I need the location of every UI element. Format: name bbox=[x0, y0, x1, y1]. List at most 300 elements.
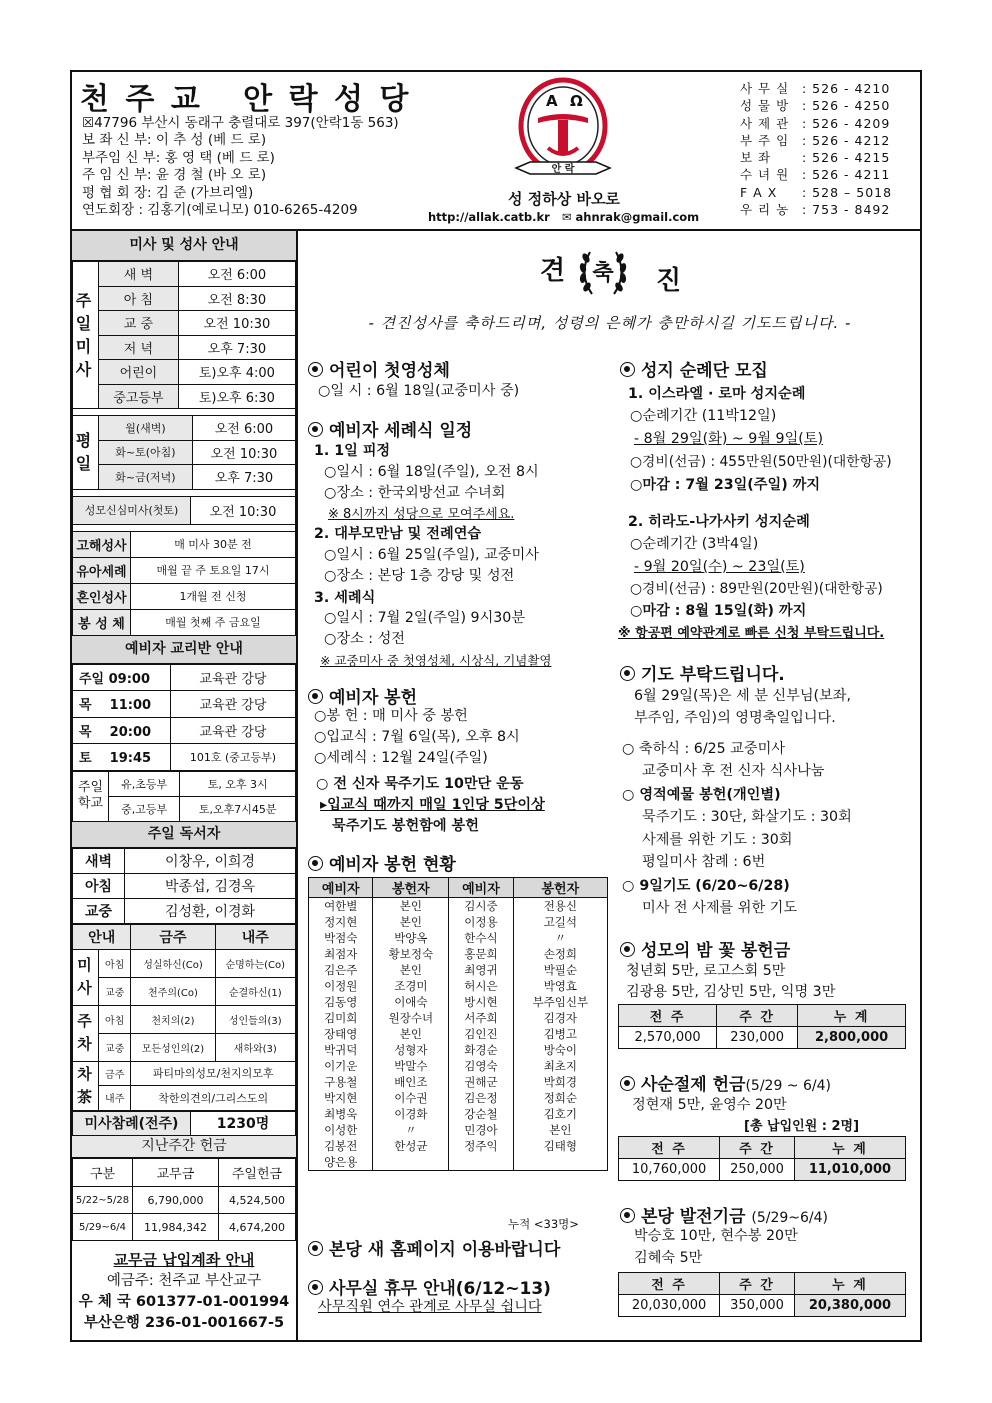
offer-cell: 홍문희 bbox=[449, 946, 513, 962]
money-total: 2,800,000 bbox=[798, 1027, 906, 1049]
payer-count: [총 납입인원 : 2명] bbox=[744, 1119, 860, 1134]
bullet-icon bbox=[308, 856, 323, 871]
bullet-icon bbox=[620, 1208, 635, 1223]
mass-time: 오후 7:30 bbox=[178, 335, 295, 360]
bullet-icon bbox=[620, 362, 635, 377]
offer-cell: 본인 bbox=[373, 914, 449, 930]
offer-cell: 본인 bbox=[373, 898, 449, 915]
class-time: 목 20:00 bbox=[73, 717, 171, 744]
mass-schedule-title: 미사 및 성사 안내 bbox=[72, 231, 296, 261]
money-value: 10,760,000 bbox=[619, 1159, 720, 1181]
text-line: ○장소 : 한국외방선교 수녀회 bbox=[324, 485, 506, 501]
reader-names: 이창우, 이희경 bbox=[125, 848, 296, 873]
phone-row: F A X : 528 – 5018 bbox=[740, 184, 893, 200]
offer-cell: 조경미 bbox=[373, 978, 449, 994]
offer-cell: 정지현 bbox=[324, 915, 358, 929]
money-head: 주 간 bbox=[717, 1005, 798, 1027]
offer-cell: 이성한 bbox=[324, 1123, 358, 1137]
staff-line: 평 협 회 장: 김 준 (가브리엘) bbox=[82, 184, 254, 201]
text-line: 사무직원 연수 관계로 사무실 쉽니다 bbox=[318, 1299, 542, 1315]
offer-cell: 성형자 bbox=[373, 1042, 449, 1058]
hymn-next-week: 순명하는(Co) bbox=[215, 949, 295, 977]
banner-char: 축 bbox=[592, 261, 614, 286]
collection-period: 5/22~5/28 bbox=[73, 1187, 133, 1214]
hymn-this-week: 천치의(2) bbox=[131, 1005, 215, 1033]
account-line: 예금주: 천주교 부산교구 bbox=[106, 1273, 262, 1289]
address: ☒47796 부산시 동래구 충렬대로 397(안락1동 563) bbox=[82, 115, 399, 131]
hymn-mass-label: 미사 bbox=[73, 949, 99, 1005]
offer-cell: 정주익 bbox=[449, 1138, 513, 1154]
mass-name: 성모신심미사(첫토) bbox=[73, 496, 191, 524]
sacrament-info: 매월 끝 주 토요일 17시 bbox=[131, 557, 296, 583]
sunday-mass-table bbox=[72, 261, 296, 409]
hymn-next-week: 새하와(3) bbox=[215, 1033, 295, 1061]
account-line: 부산은행 236-01-001667-5 bbox=[83, 1315, 285, 1331]
text-line: ○순례기간 (11박12일) bbox=[630, 408, 777, 424]
offering-count: 누적 <33명> bbox=[508, 1217, 579, 1231]
may-flowers-table bbox=[618, 1004, 906, 1049]
table-row bbox=[309, 1090, 608, 1106]
text-line: ○장소 : 성전 bbox=[324, 631, 405, 647]
sacraments-table bbox=[72, 531, 296, 636]
mass-name: 아 침 bbox=[99, 286, 179, 311]
collection-head: 주일헌금 bbox=[218, 1159, 295, 1187]
offer-cell: 김인진 bbox=[449, 1026, 513, 1042]
offer-cell: 박필순 bbox=[513, 962, 607, 978]
offer-cell: 박양옥 bbox=[373, 930, 449, 946]
attendance-label: 미사참례(전주) bbox=[73, 1111, 191, 1136]
section-baptism-schedule: 예비자 세례식 일정 bbox=[308, 416, 472, 441]
hymn-mass: 교중 bbox=[99, 977, 131, 1005]
money-head: 누 계 bbox=[794, 1137, 905, 1159]
money-head: 누 계 bbox=[798, 1005, 906, 1027]
phone-row: 성 물 방 : 526 - 4250 bbox=[740, 98, 891, 114]
readers-table bbox=[72, 848, 296, 924]
offer-cell: 김시중 bbox=[449, 898, 513, 915]
phone-row: 우 리 농 : 753 - 8492 bbox=[740, 202, 891, 218]
offer-cell: 〃 bbox=[373, 1122, 449, 1138]
class-place: 교육관 강당 bbox=[171, 717, 296, 744]
offer-cell: 박지현 bbox=[324, 1091, 358, 1105]
school-time: 토, 오후 3시 bbox=[180, 771, 296, 796]
readers-title: 주일 독서자 bbox=[72, 822, 296, 848]
collection-amount: 11,984,342 bbox=[133, 1214, 219, 1241]
development-fund-table bbox=[618, 1272, 906, 1317]
sacrament-name: 유아세례 bbox=[73, 557, 131, 583]
offer-cell: 서주희 bbox=[449, 1010, 513, 1026]
hymn-next-week: 순결하신(1) bbox=[215, 977, 295, 1005]
offer-cell: 황보정숙 bbox=[373, 946, 449, 962]
phone-row: 수 녀 원 : 526 - 4211 bbox=[740, 167, 891, 183]
offer-cell bbox=[513, 1154, 607, 1171]
offer-cell: 배인조 bbox=[373, 1074, 449, 1090]
offer-rows bbox=[309, 898, 608, 1171]
money-total: 11,010,000 bbox=[794, 1159, 905, 1181]
text-line: 미사 전 사제를 위한 기도 bbox=[642, 900, 798, 916]
bullet-icon bbox=[308, 689, 323, 704]
offer-cell: 김은정 bbox=[449, 1090, 513, 1106]
table-row bbox=[309, 1058, 608, 1074]
offer-cell: 전용신 bbox=[513, 898, 607, 915]
attendance-table bbox=[72, 1111, 296, 1137]
bullet-icon bbox=[620, 1076, 635, 1091]
hymn-this-week: 모든성인의(2) bbox=[131, 1033, 215, 1061]
left-sidebar bbox=[72, 231, 296, 1334]
text-line: 6월 29일(목)은 세 분 신부님(보좌, bbox=[634, 688, 851, 704]
sacrament-name: 봉 성 체 bbox=[73, 609, 131, 635]
note-line: ※ 8시까지 성당으로 모여주세요. bbox=[328, 507, 515, 522]
money-head: 주 간 bbox=[720, 1273, 795, 1295]
subheading: 3. 세례식 bbox=[314, 590, 376, 606]
section-catechumen-offering: 예비자 봉헌 bbox=[308, 683, 417, 708]
offer-cell: 김미희 bbox=[324, 1011, 358, 1025]
mass-time: 토)오후 4:00 bbox=[178, 360, 295, 385]
text-line: - 8월 29일(화) ~ 9월 9일(토) bbox=[634, 431, 824, 447]
text-line: ○세례식 : 12월 24일(주일) bbox=[314, 750, 488, 766]
text-line: ▸입교식 때까지 매일 1인당 5단이상 bbox=[320, 797, 545, 813]
laurel-wreath-icon bbox=[574, 244, 632, 302]
bullet-icon bbox=[308, 1241, 323, 1256]
bullet-icon bbox=[308, 1280, 323, 1295]
subheading: 2. 대부모만남 및 전례연습 bbox=[314, 526, 482, 542]
header-info bbox=[82, 115, 399, 219]
offer-cell: 권해군 bbox=[449, 1074, 513, 1090]
sacrament-name: 고해성사 bbox=[73, 531, 131, 557]
catechism-title: 예비자 교리반 안내 bbox=[72, 636, 296, 664]
sunday-label: 주일미사 bbox=[73, 262, 99, 409]
reader-names: 김성환, 이경화 bbox=[125, 898, 296, 923]
text-line: ○ 전 신자 묵주기도 10만단 운동 bbox=[316, 776, 524, 792]
offer-cell: 강순철 bbox=[449, 1106, 513, 1122]
money-value: 230,000 bbox=[717, 1027, 798, 1049]
section-pilgrimage: 성지 순례단 모집 bbox=[620, 356, 768, 381]
text-line: 교중미사 후 전 신자 식사나눔 bbox=[642, 763, 825, 779]
note-line: ※ 항공편 예약관계로 빠른 신청 부탁드립니다. bbox=[618, 626, 885, 641]
section-first-communion: 어린이 첫영성체 bbox=[308, 356, 450, 381]
text-line: ○순례기간 (3박4일) bbox=[630, 536, 759, 552]
offer-cell: 본인 bbox=[373, 1026, 449, 1042]
catechism-table bbox=[72, 664, 296, 771]
table-row bbox=[309, 1074, 608, 1090]
offer-cell: 김병고 bbox=[513, 1026, 607, 1042]
sacrament-info: 1개월 전 신청 bbox=[131, 583, 296, 609]
offering-status-table bbox=[308, 877, 608, 1171]
text-line: ○마감 : 8월 15일(화) 까지 bbox=[630, 603, 807, 619]
offer-cell: 정희순 bbox=[513, 1090, 607, 1106]
staff-line: 부주임 신 부: 홍 영 택 (베 드 로) bbox=[82, 149, 275, 166]
text-line: ○ 축하식 : 6/25 교중미사 bbox=[622, 741, 785, 757]
table-row bbox=[309, 1122, 608, 1138]
subheading: 1. 이스라엘 · 로마 성지순례 bbox=[628, 386, 806, 402]
staff-line: 보 좌 신 부: 이 추 성 (베 드 로) bbox=[82, 132, 267, 149]
money-value: 2,570,000 bbox=[619, 1027, 717, 1049]
offer-cell: 최점자 bbox=[324, 947, 358, 961]
table-row bbox=[309, 1026, 608, 1042]
class-time: 토 19:45 bbox=[73, 744, 171, 771]
mass-name: 화~토(아침) bbox=[99, 440, 193, 465]
hymn-jucha-label: 주차 bbox=[73, 1005, 99, 1061]
weekday-label: 평일 bbox=[73, 416, 99, 490]
table-row bbox=[309, 914, 608, 930]
offer-cell: 고길석 bbox=[513, 914, 607, 930]
mass-name: 어린이 bbox=[99, 360, 179, 385]
hymn-head: 내주 bbox=[215, 924, 295, 949]
hymn-mass: 아침 bbox=[99, 1005, 131, 1033]
offer-cell: 방시현 bbox=[449, 994, 513, 1010]
hymn-mass: 아침 bbox=[99, 949, 131, 977]
phone-directory bbox=[740, 80, 892, 218]
offer-cell: 이정용 bbox=[449, 914, 513, 930]
hymn-mass: 교중 bbox=[99, 1033, 131, 1061]
period: (5/29~6/4) bbox=[751, 1210, 828, 1226]
class-time: 주일 09:00 bbox=[73, 664, 171, 691]
school-label: 주일학교 bbox=[73, 771, 109, 821]
offer-cell: 김봉전 bbox=[324, 1139, 358, 1153]
offer-cell: 방숙이 bbox=[513, 1042, 607, 1058]
accounts bbox=[72, 1271, 296, 1334]
school-group: 유,초등부 bbox=[109, 771, 180, 796]
parish-title: 천 주 교 안 락 성 당 bbox=[80, 82, 412, 117]
text-line: ○입교식 : 7월 6일(목), 오후 8시 bbox=[314, 729, 520, 745]
sacrament-name: 혼인성사 bbox=[73, 583, 131, 609]
contact-links bbox=[428, 210, 699, 224]
offer-cell: 부주임신부 bbox=[513, 994, 607, 1010]
money-head: 전 주 bbox=[619, 1005, 717, 1027]
text-line: ○일시 : 6월 25일(주일), 교중미사 bbox=[324, 547, 539, 563]
money-value: 20,030,000 bbox=[619, 1295, 720, 1317]
text-line: ○마감 : 7월 23일(주일) 까지 bbox=[630, 477, 821, 493]
bullet-icon bbox=[620, 942, 635, 957]
text-line: 정현재 5만, 윤영수 20만 bbox=[632, 1097, 787, 1113]
offer-cell bbox=[449, 1154, 513, 1171]
offer-head: 봉헌자 bbox=[373, 878, 449, 898]
mass-name: 화~금(저녁) bbox=[99, 465, 193, 490]
logo-banner: 안 락 bbox=[551, 164, 575, 175]
class-place: 교육관 강당 bbox=[171, 691, 296, 718]
section-development-fund: 본당 발전기금 (5/29~6/4) bbox=[620, 1202, 828, 1227]
column-divider bbox=[296, 229, 298, 1342]
attendance-value: 1230명 bbox=[191, 1111, 296, 1136]
logo-letter: A bbox=[546, 92, 558, 110]
offer-cell: 이경화 bbox=[373, 1106, 449, 1122]
staff-line: 연도회장 : 김홍기(예로니모) 010-6265-4209 bbox=[82, 202, 358, 219]
section-offering-status: 예비자 봉헌 현황 bbox=[308, 850, 456, 875]
offer-head: 봉헌자 bbox=[513, 878, 607, 898]
website-link[interactable]: http://allak.catb.kr bbox=[428, 210, 550, 224]
collection-amount: 4,674,200 bbox=[218, 1214, 295, 1241]
collection-title: 지난주간 헌금 bbox=[72, 1136, 296, 1158]
bullet-icon bbox=[308, 422, 323, 437]
account-line: 우 체 국 601377-01-001994 bbox=[78, 1294, 290, 1310]
money-head: 주 간 bbox=[720, 1137, 795, 1159]
mass-time: 오후 7:30 bbox=[192, 465, 295, 490]
text-line: ○일시 : 6월 18일(주일), 오전 8시 bbox=[324, 464, 539, 480]
offer-cell: 최영귀 bbox=[449, 962, 513, 978]
mass-time: 토)오후 6:30 bbox=[178, 384, 295, 409]
hymn-this-week: 성실하신(Co) bbox=[131, 949, 215, 977]
hymn-next-week: 성인들의(3) bbox=[215, 1005, 295, 1033]
mass-time: 오전 8:30 bbox=[178, 286, 295, 311]
offer-cell: 장태영 bbox=[324, 1027, 358, 1041]
mass-name: 새 벽 bbox=[99, 262, 179, 287]
sacrament-info: 매월 첫째 주 금요일 bbox=[131, 609, 296, 635]
mass-name: 월(새벽) bbox=[99, 416, 193, 441]
bullet-icon bbox=[620, 666, 635, 681]
tea-week: 금주 bbox=[99, 1061, 131, 1086]
mass-name: 교 중 bbox=[99, 311, 179, 336]
offer-cell: 원장수녀 bbox=[373, 1010, 449, 1026]
class-place: 101호 (중고등부) bbox=[171, 744, 296, 771]
hymn-head: 금주 bbox=[131, 924, 215, 949]
money-value: 250,000 bbox=[720, 1159, 795, 1181]
text-line: 청년회 5만, 로고스회 5만 bbox=[626, 963, 786, 979]
collection-head: 교무금 bbox=[133, 1159, 219, 1187]
mass-time: 오전 10:30 bbox=[191, 496, 296, 524]
phone-row: 부 주 임 : 526 - 4212 bbox=[740, 132, 891, 148]
offer-cell: 박점숙 bbox=[324, 931, 358, 945]
text-line: 박승호 10만, 현수봉 20만 bbox=[634, 1228, 798, 1244]
text-line: ○일시 : 7월 2일(주일) 9시30분 bbox=[324, 610, 526, 626]
collection-amount: 6,790,000 bbox=[133, 1187, 219, 1214]
parish-logo-icon bbox=[508, 76, 618, 188]
mail-icon: ✉ bbox=[561, 210, 572, 224]
text-line: ○일 시 : 6월 18일(교중미사 중) bbox=[318, 383, 520, 399]
offer-cell: 김호기 bbox=[513, 1106, 607, 1122]
table-row bbox=[309, 898, 608, 915]
email-link[interactable]: ahnrak@gmail.com bbox=[575, 210, 700, 224]
offer-head: 예비자 bbox=[309, 878, 373, 898]
offer-cell: 최초지 bbox=[513, 1058, 607, 1074]
offer-cell: 화경순 bbox=[449, 1042, 513, 1058]
sacrament-info: 매 미사 30분 전 bbox=[131, 531, 296, 557]
money-value: 350,000 bbox=[720, 1295, 795, 1317]
text-line: ○경비(선금) : 455만원(50만원)(대한항공) bbox=[630, 454, 892, 470]
offer-cell: 이수권 bbox=[373, 1090, 449, 1106]
offer-cell: 김영숙 bbox=[449, 1058, 513, 1074]
reader-names: 박종섭, 김경옥 bbox=[125, 873, 296, 898]
tea-names: 파티마의성모/천지의모후 bbox=[131, 1061, 296, 1086]
sunday-school-table bbox=[72, 771, 296, 822]
offer-cell: 이기운 bbox=[324, 1059, 358, 1073]
table-row bbox=[309, 946, 608, 962]
subheading: 2. 히라도-나가사키 성지순례 bbox=[628, 514, 810, 530]
offer-cell: 민경아 bbox=[449, 1122, 513, 1138]
offer-cell: 여한별 bbox=[324, 899, 358, 913]
banner-char: 진 bbox=[656, 266, 682, 296]
school-time: 토,오후7시45분 bbox=[180, 796, 296, 821]
mass-name: 중고등부 bbox=[99, 384, 179, 409]
text-line: 묵주기도 봉헌함에 봉헌 bbox=[332, 818, 479, 834]
text-line: 묵주기도 : 30단, 화살기도 : 30회 bbox=[642, 809, 852, 825]
section-office-closed: 사무실 휴무 안내(6/12~13) bbox=[308, 1274, 551, 1299]
account-title: 교무금 납입계좌 안내 bbox=[113, 1251, 255, 1269]
class-place: 교육관 강당 bbox=[171, 664, 296, 691]
text-line: ○장소 : 본당 1층 강당 및 성전 bbox=[324, 568, 515, 584]
patron-saint: 성 정하상 바오로 bbox=[508, 190, 620, 208]
mass-name: 저 녁 bbox=[99, 335, 179, 360]
offer-cell: 김은주 bbox=[324, 963, 358, 977]
collection-period: 5/29~6/4 bbox=[73, 1214, 133, 1241]
lent-offering-table bbox=[618, 1136, 906, 1181]
offer-cell: 〃 bbox=[513, 930, 607, 946]
hymn-head: 안내 bbox=[73, 924, 131, 949]
tea-label: 차茶 bbox=[73, 1061, 99, 1110]
offer-cell: 양은용 bbox=[324, 1155, 358, 1169]
text-line: ○ 9일기도 (6/20~6/28) bbox=[622, 878, 790, 894]
logo-letter: Ω bbox=[570, 92, 583, 110]
mass-time: 오전 10:30 bbox=[178, 311, 295, 336]
tea-week: 내주 bbox=[99, 1086, 131, 1111]
offer-cell: 김경자 bbox=[513, 1010, 607, 1026]
reader-mass: 새벽 bbox=[73, 848, 125, 873]
reader-mass: 아침 bbox=[73, 873, 125, 898]
text-line: ○봉 헌 : 매 미사 중 봉헌 bbox=[314, 708, 468, 724]
offer-cell bbox=[373, 1154, 449, 1171]
text-line: ○경비(선금) : 89만원(20만원)(대한항공) bbox=[630, 581, 883, 597]
offer-cell: 박영효 bbox=[513, 978, 607, 994]
table-row bbox=[309, 1138, 608, 1154]
period: (5/29 ~ 6/4) bbox=[745, 1078, 831, 1094]
text-line: ○ 영적예물 봉헌(개인별) bbox=[622, 787, 781, 803]
hymn-this-week: 천주의(Co) bbox=[131, 977, 215, 1005]
section-homepage: 본당 새 홈페이지 이용바랍니다 bbox=[308, 1235, 560, 1260]
table-row bbox=[309, 962, 608, 978]
offer-cell: 이정원 bbox=[324, 979, 358, 993]
offer-cell: 박귀덕 bbox=[324, 1043, 358, 1057]
text-line: 부주임, 주임)의 영명축일입니다. bbox=[634, 710, 836, 726]
reader-mass: 교중 bbox=[73, 898, 125, 923]
offer-cell: 본인 bbox=[513, 1122, 607, 1138]
phone-row: 사 제 관 : 526 - 4209 bbox=[740, 115, 891, 131]
section-may-flowers: 성모의 밤 꽃 봉헌금 bbox=[620, 936, 790, 961]
staff-line: 주 임 신 부: 윤 경 철 (바 오 로) bbox=[82, 167, 267, 184]
text-line: 평일미사 참례 : 6번 bbox=[642, 854, 766, 870]
table-row bbox=[309, 994, 608, 1010]
offer-cell: 한수식 bbox=[449, 930, 513, 946]
weekday-mass-table bbox=[72, 415, 296, 490]
table-row bbox=[309, 1154, 608, 1171]
offer-cell: 박희경 bbox=[513, 1074, 607, 1090]
offer-cell: 이애숙 bbox=[373, 994, 449, 1010]
money-head: 전 주 bbox=[619, 1137, 720, 1159]
collection-head: 구분 bbox=[73, 1159, 133, 1187]
table-row bbox=[309, 1010, 608, 1026]
section-prayer-request: 기도 부탁드립니다. bbox=[620, 660, 785, 685]
collection-table bbox=[72, 1158, 296, 1241]
hymn-table bbox=[72, 924, 296, 1111]
section-lent-offering: 사순절제 헌금(5/29 ~ 6/4) bbox=[620, 1070, 831, 1095]
heart-mass-table bbox=[72, 496, 296, 525]
mass-time: 오전 6:00 bbox=[178, 262, 295, 287]
banner-subtitle: - 견진성사를 축하드리며, 성령의 은혜가 충만하시길 기도드립니다. - bbox=[368, 314, 852, 332]
text-line: 사제를 위한 기도 : 30회 bbox=[642, 832, 793, 848]
table-row bbox=[309, 978, 608, 994]
offer-cell: 최병욱 bbox=[324, 1107, 358, 1121]
money-head: 누 계 bbox=[794, 1273, 905, 1295]
bullet-icon bbox=[308, 362, 323, 377]
tea-names: 착한의견의/그리스도의 bbox=[131, 1086, 296, 1111]
offer-cell: 한성균 bbox=[373, 1138, 449, 1154]
offer-cell: 손정희 bbox=[513, 946, 607, 962]
school-group: 중,고등부 bbox=[109, 796, 180, 821]
offer-head: 예비자 bbox=[449, 878, 513, 898]
collection-amount: 4,524,500 bbox=[218, 1187, 295, 1214]
note-line: ※ 교중미사 중 첫영성체, 시상식, 기념촬영 bbox=[320, 653, 552, 668]
text-line: 김혜숙 5만 bbox=[634, 1250, 703, 1266]
money-total: 20,380,000 bbox=[794, 1295, 905, 1317]
table-row bbox=[309, 1106, 608, 1122]
table-row bbox=[309, 930, 608, 946]
